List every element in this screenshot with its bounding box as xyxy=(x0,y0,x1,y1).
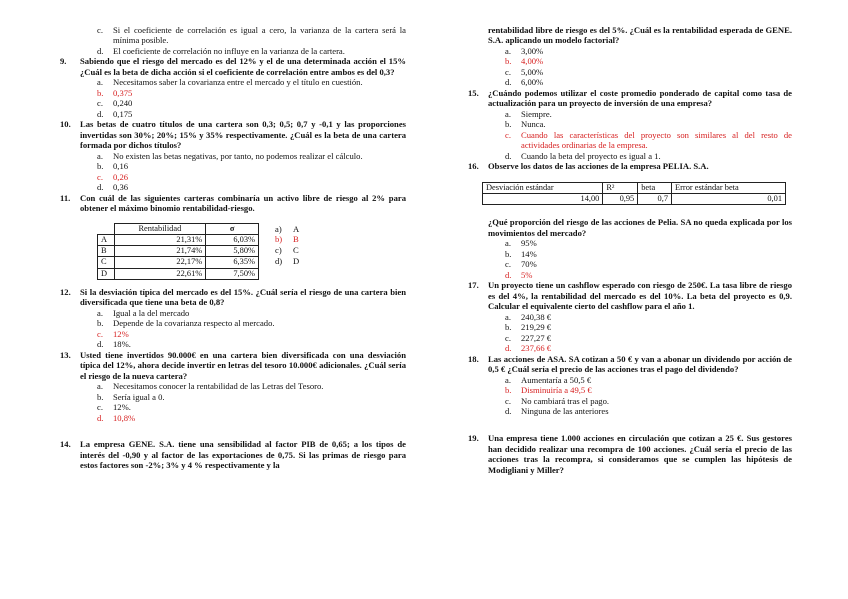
question-14-cont-text: rentabilidad libre de riesgo es del 5%. ¿Cuál es la rentabilidad esperada de GENE. S.A. aplicando un modelo factorial? xyxy=(488,25,792,46)
q16-option-c: c. 70% xyxy=(505,259,537,270)
question-13-text: 13. Usted tiene invertidos 90.000€ en una cartera bien diversificada con una desviación típica del 12%, ahora decide invertir en letras del tesoro 10.000€ adicionales. ¿Cuál sería el riesgo de la nueva cartera? xyxy=(60,349,406,381)
q13-option-b: b. Sería igual a 0. xyxy=(97,391,165,402)
q8-option-c: c. Si el coeficiente de correlación es igual a cero, la varianza de la cartera será la mínima posible. xyxy=(97,25,406,46)
question-12-text: 12. Si la desviación típica del mercado es del 15%. ¿Cuál sería el riesgo de una cartera bien diversificada que tiene una beta de 0,8? xyxy=(60,286,406,308)
q14-option-c: c. 5,00% xyxy=(505,66,544,77)
q10-option-a: a. No existen las betas negativas, por tanto, no podemos realizar el cálculo. xyxy=(97,150,363,161)
question-16-subtext: ¿Qué proporción del riesgo de las acciones de Pelia. SA no queda explicada por los movimientos del mercado? xyxy=(488,217,792,238)
question-17-text: 17. Un proyecto tiene un cashflow esperado con riesgo de 250€. La tasa libre de riesgo es del 4%, la rentabilidad del mercado es del 10%. La beta del proyecto es 0,9. Calcular el equivalente cierto del cashflow para el año 1. xyxy=(468,280,792,312)
question-10 xyxy=(60,119,406,192)
question-18 xyxy=(468,354,792,417)
q14-option-d: d. 6,00% xyxy=(505,77,544,88)
q15-option-c: c. Cuando las características del proyecto son similares al del resto de actividades ordinarias de la empresa. xyxy=(505,129,792,151)
q10-option-b: b. 0,16 xyxy=(97,161,129,172)
left-column xyxy=(60,0,406,471)
right-column xyxy=(468,0,792,475)
q17-option-c: c. 227,27 € xyxy=(505,332,552,343)
q9-option-b: b. 0,375 xyxy=(97,87,133,98)
question-12 xyxy=(60,287,406,350)
q10-option-d: d. 0,36 xyxy=(97,182,129,193)
question-19 xyxy=(468,433,792,475)
question-11 xyxy=(60,193,406,280)
question-9 xyxy=(60,56,406,119)
q12-option-b: b. Depende de la covarianza respecto al mercado. xyxy=(97,318,275,329)
q11-option-a: a) A xyxy=(275,223,300,234)
q17-option-b: b. 219,29 € xyxy=(505,322,552,333)
question-15-text: 15. ¿Cuándo podemos utilizar el coste promedio ponderado de capital como tasa de actualización para un proyecto de inversión de una empresa? xyxy=(468,87,792,109)
q13-option-a: a. Necesitamos conocer la rentabilidad de las Letras del Tesoro. xyxy=(97,381,324,392)
question-18-text: 18. Las acciones de ASA. SA cotizan a 50 € y van a abonar un dividendo por acción de 0,5 € ¿Cuál sería el precio de las acciones tras el pago del dividendo? xyxy=(468,353,792,375)
question-16-text: 16. Observe los datos de las acciones de la empresa PELIA. S.A. xyxy=(468,161,709,172)
question-11-text: 11. Con cuál de las siguientes carteras combinaría un activo libre de riesgo al 2% para obtener el máximo binomio rentabilidad-riesgo. xyxy=(60,192,406,214)
q8-option-d: d. El coeficiente de correlación no influye en la varianza de la cartera. xyxy=(97,45,345,56)
q12-option-d: d. 18%. xyxy=(97,339,131,350)
q9-option-c: c. 0,240 xyxy=(97,98,133,109)
q16-option-b: b. 14% xyxy=(505,248,537,259)
q10-option-c: c. 0,26 xyxy=(97,171,129,182)
q18-option-a: a. Aumentaría a 50,5 € xyxy=(505,374,592,385)
question-9-text: 9. Sabiendo que el riesgo del mercado es del 12% y el de una determinada acción el 15% ¿Cuál es la beta de dicha acción si el coeficiente de correlación entre ambos es del 0,3? xyxy=(60,56,406,77)
q11-body xyxy=(97,223,406,280)
q12-option-a: a. Igual a la del mercado xyxy=(97,307,190,318)
question-10-text: 10. Las betas de cuatro títulos de una cartera son 0,3; 0,5; 0,7 y -0,1 y las proporciones invertidas son 30%; 20%; 15% y 35% respectivamente. ¿Cuál es la beta de una cartera formada por dichos títulos? xyxy=(60,119,406,151)
table-row: D 22,61% 7,50% xyxy=(98,268,259,279)
q17-option-a: a. 240,38 € xyxy=(505,311,552,322)
q16-stock-table xyxy=(482,182,786,206)
table-header-row: Rentabilidad σ xyxy=(98,223,259,234)
q16-option-d: d. 5% xyxy=(505,269,533,280)
question-19-text: 19. Una empresa tiene 1.000 acciones en circulación que cotizan a 25 €. Sus gestores han decidido realizar una recompra de 100 acciones. ¿Cuál sería el precio de las acciones tras la recompra, si consideramos que se cumplen las hipótesis de Modigliani y Miller? xyxy=(468,433,792,475)
question-16 xyxy=(468,161,792,280)
table-header-row: Desviación estándar R² beta Error estándar beta xyxy=(483,182,786,193)
q11-portfolio-table xyxy=(97,223,259,280)
q8-tail xyxy=(60,25,406,56)
table-row: C 22,17% 6,35% xyxy=(98,257,259,268)
q13-option-d: d. 10,8% xyxy=(97,412,136,423)
q18-option-c: c. No cambiará tras el pago. xyxy=(505,395,610,406)
q11-options xyxy=(275,224,299,280)
q13-option-c: c. 12%. xyxy=(97,402,131,413)
q11-option-d: d) D xyxy=(275,255,300,266)
question-15 xyxy=(468,88,792,161)
question-14 xyxy=(60,439,406,470)
question-17 xyxy=(468,280,792,353)
q14-option-b: b. 4,00% xyxy=(505,56,544,67)
question-13 xyxy=(60,350,406,423)
q15-option-b: b. Nunca. xyxy=(505,119,546,130)
question-14-continued xyxy=(468,25,792,88)
q18-option-b: b. Disminuiría a 49,5 € xyxy=(505,385,592,396)
q15-option-a: a. Siempre. xyxy=(505,108,552,119)
q15-option-d: d. Cuando la beta del proyecto es igual a 1. xyxy=(505,150,661,161)
q14-option-a: a. 3,00% xyxy=(505,45,544,56)
table-row: B 21,74% 5,80% xyxy=(98,246,259,257)
q11-option-b: b) B xyxy=(275,234,299,245)
q18-option-d: d. Ninguna de las anteriores xyxy=(505,406,609,416)
table-row: A 21,31% 6,03% xyxy=(98,234,259,245)
table-row: 14,00 0,95 0,7 0,01 xyxy=(483,194,786,205)
question-14-text: 14. La empresa GENE. S.A. tiene una sensibilidad al factor PIB de 0,65; a los tipos de interés del -0,90 y al factor de las exportaciones de 0,75. Si las primas de riesgo para estos factores son -2%; 3% y 4 % respectivamente y la xyxy=(60,439,406,471)
q9-option-d: d. 0,175 xyxy=(97,108,133,119)
q17-option-d: d. 237,66 € xyxy=(505,343,552,354)
q16-option-a: a. 95% xyxy=(505,238,537,249)
q9-option-a: a. Necesitamos saber la covarianza entre el mercado y el título en cuestión. xyxy=(97,77,363,88)
q11-option-c: c) C xyxy=(275,245,299,256)
q12-option-c: c. 12% xyxy=(97,328,129,339)
